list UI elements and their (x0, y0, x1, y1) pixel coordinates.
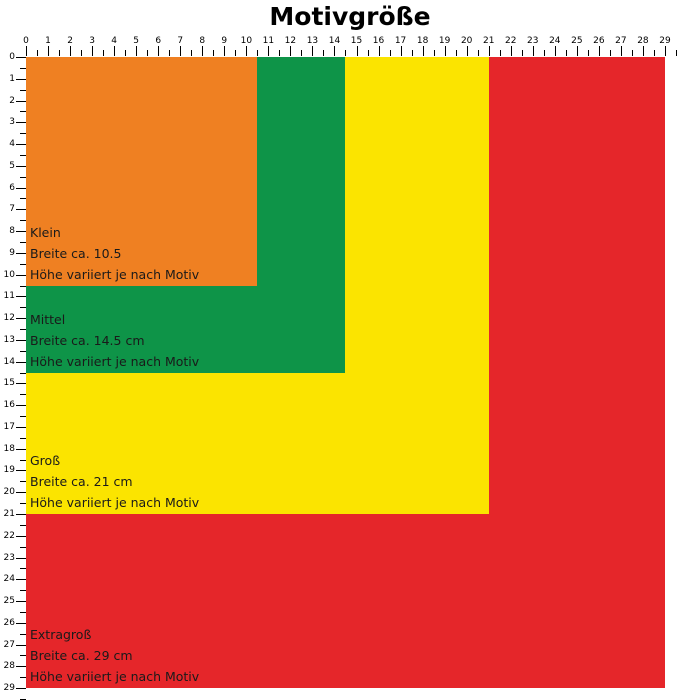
ruler-tick-v (16, 57, 26, 58)
ruler-label-v: 7 (9, 204, 15, 215)
ruler-tick-h (533, 46, 534, 56)
ruler-label-h: 29 (659, 36, 671, 46)
ruler-tick-h-minor (522, 50, 523, 56)
ruler-label-v: 27 (3, 639, 15, 650)
ruler-tick-h (114, 46, 115, 56)
ruler-tick-v (16, 579, 26, 580)
ruler-vertical (0, 52, 26, 699)
ruler-label-v: 25 (3, 596, 15, 607)
ruler-tick-h (136, 46, 137, 56)
ruler-label-v: 26 (3, 617, 15, 628)
ruler-label-v: 1 (9, 73, 15, 84)
caption-extragross-height: Höhe variiert je nach Motiv (30, 669, 200, 685)
ruler-label-h: 2 (67, 36, 73, 46)
ruler-label-v: 19 (3, 465, 15, 476)
ruler-tick-h-minor (588, 50, 589, 56)
ruler-label-h: 12 (284, 36, 297, 46)
ruler-label-v: 24 (3, 574, 15, 585)
ruler-label-v: 11 (3, 291, 15, 302)
ruler-tick-v (16, 645, 26, 646)
ruler-label-h: 8 (199, 36, 206, 46)
ruler-tick-h-minor (500, 50, 501, 56)
ruler-label-h: 27 (615, 36, 627, 46)
ruler-tick-v (16, 405, 26, 406)
ruler-label-h: 19 (438, 36, 451, 46)
ruler-tick-v (16, 296, 26, 297)
caption-klein-height: Höhe variiert je nach Motiv (30, 266, 200, 282)
ruler-tick-v (16, 514, 26, 515)
ruler-label-h: 26 (593, 36, 605, 46)
ruler-tick-h-minor (390, 50, 391, 56)
ruler-tick-v (16, 601, 26, 602)
ruler-label-h: 1 (45, 36, 51, 46)
ruler-label-h: 18 (416, 36, 429, 46)
ruler-label-h: 10 (240, 36, 253, 46)
ruler-tick-h-minor (81, 50, 82, 56)
ruler-tick-h-minor (412, 50, 413, 56)
ruler-tick-h-minor (368, 50, 369, 56)
ruler-tick-h (268, 46, 269, 56)
ruler-tick-h (599, 46, 600, 56)
ruler-tick-v (16, 666, 26, 667)
ruler-tick-v (16, 470, 26, 471)
ruler-tick-v (16, 318, 26, 319)
ruler-tick-h (577, 46, 578, 56)
ruler-tick-h-minor (279, 50, 280, 56)
ruler-label-v: 14 (3, 356, 15, 367)
ruler-label-h: 6 (155, 36, 162, 46)
ruler-label-h: 17 (394, 36, 407, 46)
ruler-label-v: 28 (3, 661, 15, 672)
ruler-label-v: 21 (3, 509, 15, 520)
ruler-tick-h (202, 46, 203, 56)
ruler-label-v: 22 (3, 530, 15, 541)
ruler-tick-h-minor (323, 50, 324, 56)
ruler-tick-h-minor (103, 50, 104, 56)
ruler-label-h: 20 (460, 36, 473, 46)
page-title: Motivgröße (269, 2, 431, 31)
ruler-tick-h-minor (257, 50, 258, 56)
ruler-label-v: 10 (3, 269, 15, 280)
ruler-label-v: 29 (3, 683, 15, 694)
ruler-label-h: 9 (221, 36, 228, 46)
ruler-tick-h-minor (632, 50, 633, 56)
ruler-tick-v (16, 383, 26, 384)
caption-extragross (30, 624, 199, 687)
ruler-label-v: 15 (3, 378, 15, 389)
ruler-tick-v (16, 449, 26, 450)
ruler-label-v: 23 (3, 552, 15, 563)
ruler-tick-h-minor (169, 50, 170, 56)
ruler-tick-h-minor (213, 50, 214, 56)
ruler-tick-h (643, 46, 644, 56)
ruler-tick-h-minor (434, 50, 435, 56)
ruler-tick-v (16, 492, 26, 493)
ruler-label-v: 6 (9, 182, 15, 193)
size-plane (26, 57, 676, 699)
ruler-tick-h (621, 46, 622, 56)
caption-klein (30, 222, 199, 285)
caption-mittel-height: Höhe variiert je nach Motiv (30, 353, 200, 369)
ruler-tick-h (92, 46, 93, 56)
ruler-label-v: 17 (3, 421, 15, 432)
ruler-label-v: 0 (9, 52, 15, 62)
ruler-label-h: 25 (571, 36, 583, 46)
ruler-tick-h (246, 46, 247, 56)
ruler-tick-h-minor (235, 50, 236, 56)
ruler-tick-h (379, 46, 380, 56)
ruler-tick-h-minor (610, 50, 611, 56)
ruler-tick-h-minor (654, 50, 655, 56)
caption-mittel (30, 309, 199, 372)
caption-gross (30, 450, 199, 513)
ruler-label-h: 16 (372, 36, 385, 46)
ruler-tick-v (16, 275, 26, 276)
ruler-tick-h-minor (478, 50, 479, 56)
ruler-tick-h (48, 46, 49, 56)
caption-gross-height: Höhe variiert je nach Motiv (30, 495, 200, 511)
ruler-tick-h (401, 46, 402, 56)
ruler-tick-h (555, 46, 556, 56)
caption-gross-width: Breite ca. 21 cm (30, 474, 133, 490)
ruler-tick-h-minor (345, 50, 346, 56)
ruler-tick-v (16, 79, 26, 80)
ruler-label-h: 21 (482, 36, 495, 46)
ruler-tick-h (70, 46, 71, 56)
ruler-tick-v (16, 253, 26, 254)
ruler-label-v: 3 (9, 117, 15, 128)
ruler-tick-v (16, 122, 26, 123)
ruler-tick-v (16, 688, 26, 689)
caption-klein-width: Breite ca. 10.5 (30, 245, 122, 261)
ruler-label-h: 23 (527, 36, 539, 46)
caption-mittel-name: Mittel (30, 311, 66, 327)
ruler-tick-h-minor (37, 50, 38, 56)
ruler-tick-h (26, 46, 27, 56)
ruler-tick-h (224, 46, 225, 56)
ruler-label-h: 4 (111, 36, 117, 46)
caption-gross-name: Groß (30, 453, 61, 469)
ruler-tick-v (16, 101, 26, 102)
ruler-tick-v (16, 340, 26, 341)
caption-extragross-width: Breite ca. 29 cm (30, 648, 133, 664)
ruler-tick-h-minor (191, 50, 192, 56)
ruler-tick-h (357, 46, 358, 56)
ruler-label-v: 20 (3, 487, 15, 498)
ruler-tick-v (16, 166, 26, 167)
ruler-tick-v (16, 623, 26, 624)
ruler-tick-h (665, 46, 666, 56)
ruler-label-h: 15 (350, 36, 363, 46)
ruler-tick-h-minor (125, 50, 126, 56)
ruler-label-h: 0 (23, 36, 29, 46)
caption-mittel-width: Breite ca. 14.5 cm (30, 332, 145, 348)
ruler-tick-h (290, 46, 291, 56)
ruler-tick-v (16, 188, 26, 189)
ruler-tick-h-minor (544, 50, 545, 56)
ruler-label-v: 16 (3, 400, 15, 411)
ruler-label-v: 18 (3, 443, 15, 454)
ruler-label-h: 3 (89, 36, 95, 46)
ruler-tick-h-minor (676, 50, 677, 56)
ruler-label-h: 5 (133, 36, 140, 46)
ruler-tick-v (16, 231, 26, 232)
ruler-tick-v (16, 427, 26, 428)
ruler-label-v: 2 (9, 95, 15, 106)
ruler-tick-h (511, 46, 512, 56)
ruler-tick-v (16, 536, 26, 537)
ruler-tick-h-minor (59, 50, 60, 56)
ruler-tick-h (445, 46, 446, 56)
ruler-label-h: 7 (177, 36, 184, 46)
ruler-label-v: 8 (9, 226, 15, 237)
ruler-label-h: 22 (505, 36, 517, 46)
ruler-tick-v (16, 558, 26, 559)
ruler-label-h: 11 (262, 36, 275, 46)
ruler-tick-v (16, 144, 26, 145)
ruler-tick-h (334, 46, 335, 56)
ruler-label-h: 13 (306, 36, 319, 46)
ruler-tick-h-minor (301, 50, 302, 56)
ruler-label-v: 4 (9, 139, 15, 150)
caption-extragross-name: Extragroß (30, 627, 92, 643)
ruler-tick-v (16, 209, 26, 210)
ruler-tick-h (423, 46, 424, 56)
ruler-tick-v (16, 362, 26, 363)
ruler-tick-h (467, 46, 468, 56)
ruler-label-h: 24 (549, 36, 561, 46)
ruler-tick-h-minor (566, 50, 567, 56)
ruler-label-v: 13 (3, 334, 15, 345)
ruler-tick-h (180, 46, 181, 56)
ruler-label-v: 5 (9, 160, 15, 171)
caption-klein-name: Klein (30, 224, 61, 240)
ruler-tick-h (312, 46, 313, 56)
ruler-tick-h-minor (147, 50, 148, 56)
ruler-label-v: 9 (9, 247, 15, 258)
ruler-horizontal (23, 34, 676, 56)
ruler-label-h: 14 (328, 36, 341, 46)
ruler-tick-h-minor (456, 50, 457, 56)
ruler-label-v: 12 (3, 313, 15, 324)
ruler-tick-h (489, 46, 490, 56)
ruler-tick-h (158, 46, 159, 56)
ruler-label-h: 28 (637, 36, 649, 46)
